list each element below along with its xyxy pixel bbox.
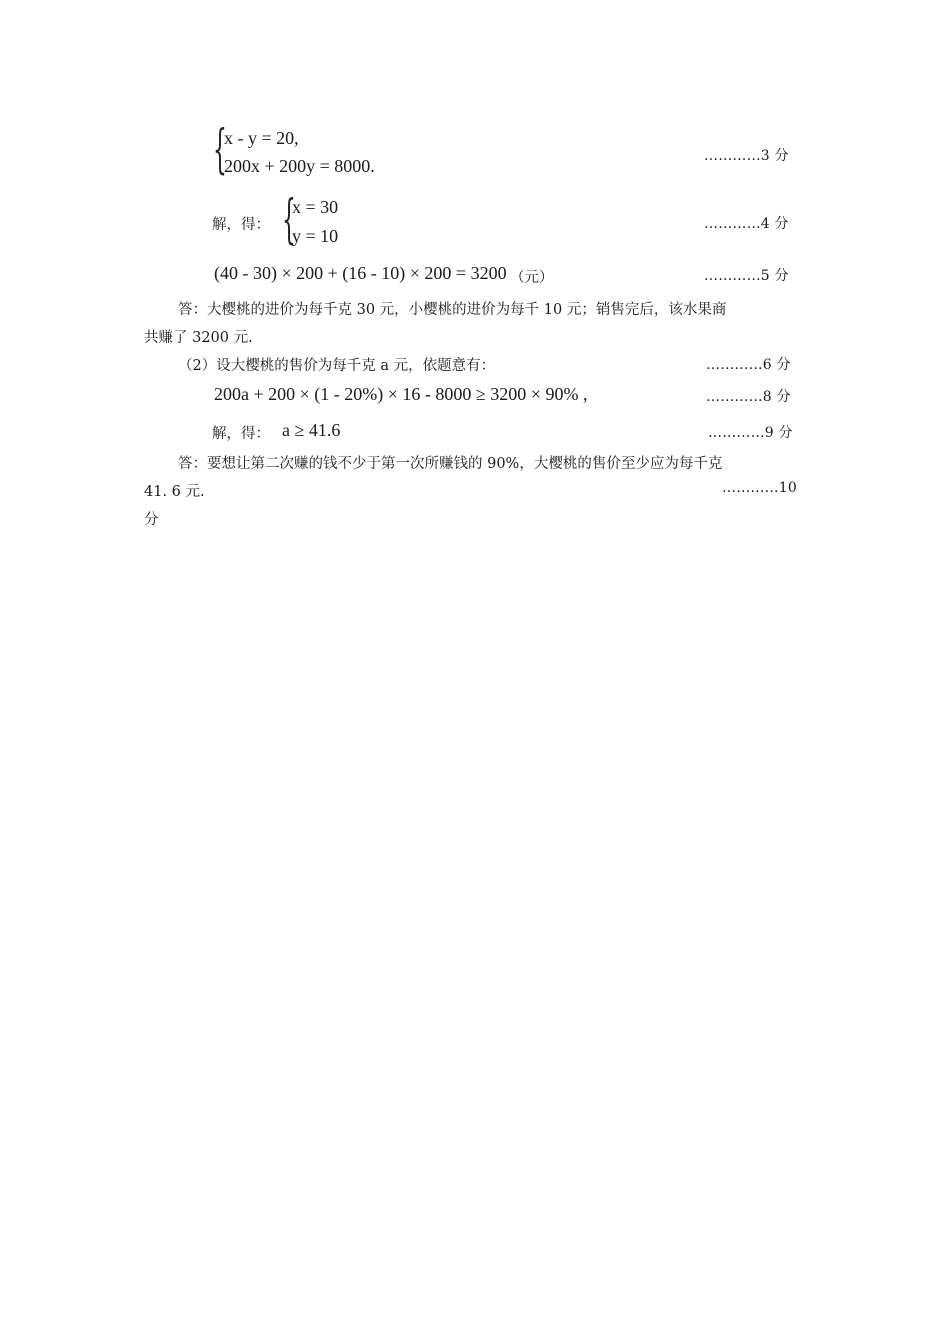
- score-8: …………8 分: [706, 389, 791, 405]
- profit-expression: (40 - 30) × 200 + (16 - 10) × 200 = 3200: [214, 263, 507, 283]
- score-4: …………4 分: [704, 216, 789, 232]
- solution-label: 解，得：: [212, 217, 270, 233]
- score-6: …………6 分: [706, 357, 791, 373]
- system-eq-2: 200x + 200y = 8000.: [224, 156, 375, 176]
- answer-2-line-1: 答：要想让第二次赚的钱不少于第一次所赚钱的 90%，大樱桃的售价至少应为每千克: [178, 456, 723, 472]
- system-eq-1: x - y = 20,: [224, 128, 299, 148]
- score-5: …………5 分: [704, 268, 789, 284]
- answer-1-line-2: 共赚了 3200 元.: [144, 330, 253, 346]
- answer-2-line-2: 41. 6 元.: [144, 484, 205, 500]
- score-9: …………9 分: [708, 425, 793, 441]
- result-value: a ≥ 41.6: [282, 420, 341, 440]
- profit-unit: （元）: [510, 270, 554, 286]
- left-brace: {: [213, 120, 227, 180]
- score-10: …………10: [722, 480, 798, 496]
- part-2-intro: （2）设大樱桃的售价为每千克 a 元，依题意有：: [178, 358, 496, 374]
- inequality: 200a + 200 × (1 - 20%) × 16 - 8000 ≥ 3200 × 90% ,: [214, 384, 588, 404]
- score-10-unit: 分: [144, 512, 159, 528]
- solution-y: y = 10: [292, 226, 339, 246]
- solution-x: x = 30: [292, 197, 339, 217]
- result-label: 解，得：: [212, 426, 270, 442]
- answer-1-line-1: 答：大樱桃的进价为每千克 30 元，小樱桃的进价为每千 10 元；销售完后，该水果商: [178, 302, 727, 318]
- score-3: …………3 分: [704, 148, 789, 164]
- left-brace: {: [282, 190, 296, 250]
